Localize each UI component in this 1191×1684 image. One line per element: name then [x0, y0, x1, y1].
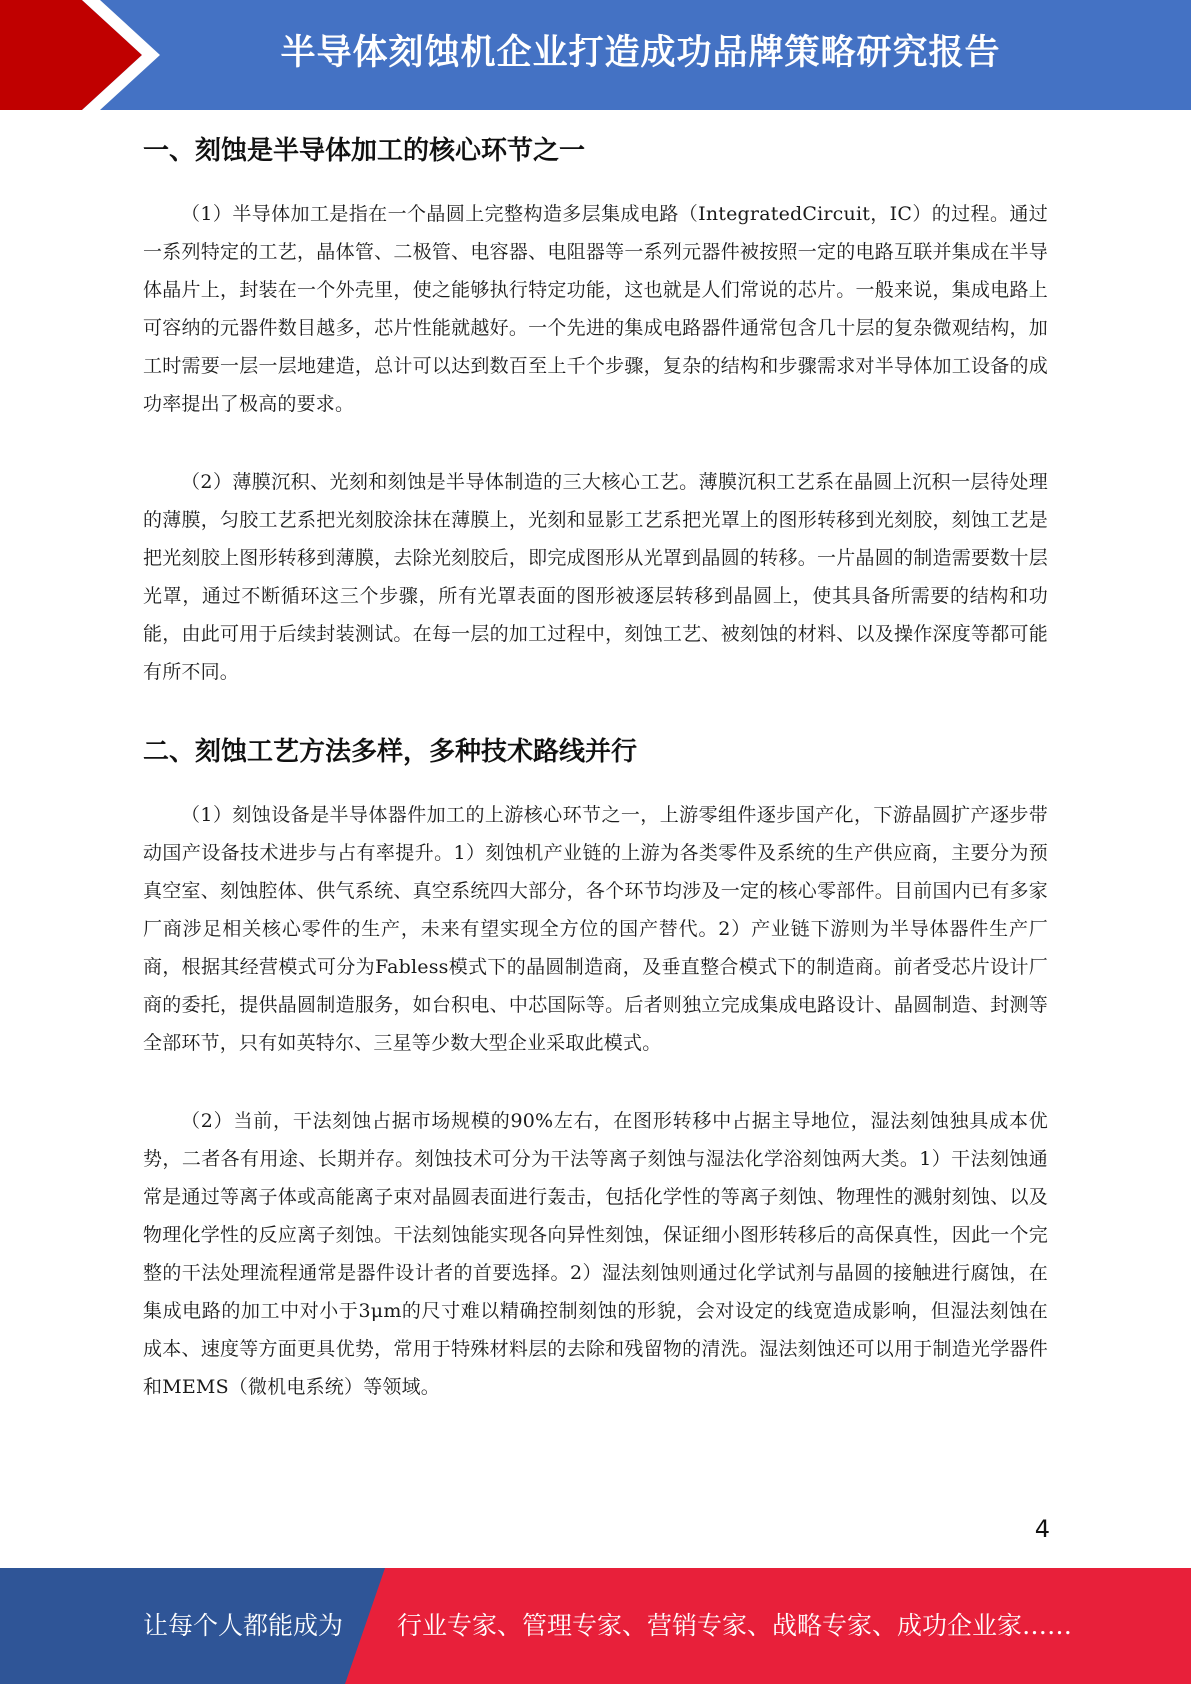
section-1-paragraph-1: （1）半导体加工是指在一个晶圆上完整构造多层集成电路（IntegratedCircuit，IC）的过程。通过一系列特定的工艺，晶体管、二极管、电容器、电阻器等一系列元器件被按照一定的电路互联并集成在半导体晶片上，封装在一个外壳里，使之能够执行特定功能，这也就是人们常说的芯片。一般来说，集成电路上可容纳的元器件数目越多，芯片性能就越好。一个先进的集成电路器件通常包含几十层的复杂微观结构，加工时需要一层一层地建造，总计可以达到数百至上千个步骤，复杂的结构和步骤需求对半导体加工设备的成功率提出了极高的要求。: [143, 203, 1048, 415]
section-1-paragraph-2: （2）薄膜沉积、光刻和刻蚀是半导体制造的三大核心工艺。薄膜沉积工艺系在晶圆上沉积一层待处理的薄膜，匀胶工艺系把光刻胶涂抹在薄膜上，光刻和显影工艺系把光罩上的图形转移到光刻胶，刻蚀工艺是把光刻胶上图形转移到薄膜，去除光刻胶后，即完成图形从光罩到晶圆的转移。一片晶圆的制造需要数十层光罩，通过不断循环这三个步骤，所有光罩表面的图形被逐层转移到晶圆上，使其具备所需要的结构和功能，由此可用于后续封装测试。在每一层的加工过程中，刻蚀工艺、被刻蚀的材料、以及操作深度等都可能有所不同。: [143, 471, 1048, 683]
footer-slogan-left: 让每个人都能成为: [143, 1611, 344, 1640]
page-number: 4: [1034, 1515, 1050, 1543]
page-header: [0, 0, 1191, 110]
header-red-chevron: [0, 0, 142, 110]
footer-slogan-right: 行业专家、管理专家、营销专家、战略专家、成功企业家……: [397, 1611, 1073, 1640]
header-arrow-decoration: [0, 0, 160, 110]
document-body: [143, 130, 1048, 1446]
page-footer: [0, 1568, 1191, 1684]
section-2-paragraph-2: （2）当前，干法刻蚀占据市场规模的90%左右，在图形转移中占据主导地位，湿法刻蚀独具成本优势，二者各有用途、长期并存。刻蚀技术可分为干法等离子刻蚀与湿法化学浴刻蚀两大类。1）干法刻蚀通常是通过等离子体或高能离子束对晶圆表面进行轰击，包括化学性的等离子刻蚀、物理性的溅射刻蚀、以及物理化学性的反应离子刻蚀。干法刻蚀能实现各向异性刻蚀，保证细小图形转移后的高保真性，因此一个完整的干法处理流程通常是器件设计者的首要选择。2）湿法刻蚀则通过化学试剂与晶圆的接触进行腐蚀，在集成电路的加工中对小于3μm的尺寸难以精确控制刻蚀的形貌，会对设定的线宽造成影响，但湿法刻蚀在成本、速度等方面更具优势，常用于特殊材料层的去除和残留物的清洗。湿法刻蚀还可以用于制造光学器件和MEMS（微机电系统）等领域。: [143, 1110, 1048, 1398]
section-heading-1: 一、刻蚀是半导体加工的核心环节之一: [143, 136, 586, 166]
section-2-paragraph-1: （1）刻蚀设备是半导体器件加工的上游核心环节之一，上游零组件逐步国产化，下游晶圆扩产逐步带动国产设备技术进步与占有率提升。1）刻蚀机产业链的上游为各类零件及系统的生产供应商，主要分为预真空室、刻蚀腔体、供气系统、真空系统四大部分，各个环节均涉及一定的核心零部件。目前国内已有多家厂商涉足相关核心零件的生产，未来有望实现全方位的国产替代。2）产业链下游则为半导体器件生产厂商，根据其经营模式可分为Fabless模式下的晶圆制造商，及垂直整合模式下的制造商。前者受芯片设计厂商的委托，提供晶圆制造服务，如台积电、中芯国际等。后者则独立完成集成电路设计、晶圆制造、封测等全部环节，只有如英特尔、三星等少数大型企业采取此模式。: [143, 804, 1048, 1054]
document-title: 半导体刻蚀机企业打造成功品牌策略研究报告: [280, 33, 1001, 73]
section-heading-2: 二、刻蚀工艺方法多样，多种技术路线并行: [143, 737, 638, 767]
